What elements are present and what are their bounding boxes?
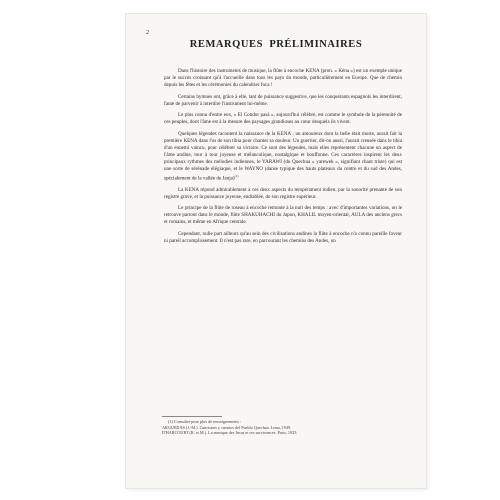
paragraph-legends (164, 131, 402, 183)
paragraph-legends-text: Quelques légendes racontent la naissance de la KENA : un amoureux dont la belle était morte, aurait fait la première KENA dans l'os de son tibia pour chanter sa douleur. Un guerrier, dit-on aussi, l'aurait creusée dans le tibia d'un ennemi vaincu, pour célébrer sa victoire. Ce sont des légendes, mais elles représentent chacune un aspect de l'âme andine, tour à tour joyeuse et mélancolique, nostalgique et bouffonne. Ces caractères inspirent les deux principaux rythmes des mélodies indiennes, le YARAWI (du Quechua « yarewek », signifiant chant triste) qui est une sorte de sérénade élégiaque, et le WAYNO (danse typique des hauts plateaux du centre et du sud des Andes, spécialement de la vallée de Jauja) (164, 130, 402, 182)
footnotes (162, 416, 402, 436)
paragraph-condor-pasa: Le plus connu d'entre eux, « El Condor pasá », aujourd'hui célèbre, est comme le symbole de la pérennité de ces peuples, dont l'âme est à la mesure des paysages grandioses au cœur desquels ils vivent. (164, 112, 402, 126)
paragraph-history: Dans l'histoire des instruments de musique, la flûte à encoche KENA (pron. « Kéna ») est un exemple unique par le succès croissant qu'à l'accueille dans tous les pays du monde, particulièrement en Europe. Que de chemin depuis les fêtes et les cérémonies du calendrier Inca ! (164, 68, 402, 89)
paragraph-hymns: Certains hymnes ont, grâce à elle, tant de puissance suggestive, que les conquérants espagnols les interdirent, faute de parvenir à interdire l'instrument lui-même. (164, 93, 402, 107)
paragraph-andean-civilisations: Cependant, nulle part ailleurs qu'au sein des civilisations andines la flûte à encoche n'a connu pareille faveur ni pareil accomplissement. Il n'est pas rare, en parcourant les chemins des Andes, un (164, 230, 402, 244)
footnote-intro: (1) Consulter pour plus de renseignements : (168, 419, 242, 424)
page-title: REMARQUES PRÉLIMINAIRES (189, 39, 363, 50)
body-text (164, 68, 402, 249)
footnote-reference: (1) (234, 173, 239, 178)
footnote-reference-dharcourt: D'HARCOURT (R. et M.). La musique des Incas et ses survivances. Paris, 1925. (162, 430, 298, 436)
footnote-divider (162, 416, 222, 417)
paragraph-temperament: La KENA répond admirablement à ces deux aspects du tempérament indien, par la sonorité prenante de son registre grave, et la puissance joyeuse, endiablée, de son registre supérieur. (164, 186, 402, 200)
document-page (126, 14, 426, 488)
page-number: 2 (146, 29, 150, 36)
paragraph-principle: Le principe de la flûte de roseau à encoche remonte à la nuit des temps : avec d'importantes variations, on le retrouve partout dans le monde, flûte SHAKUHACHI du Japon, KHALIL moyen-oriental, AULA des anciens grecs et romains, et même en Afrique centrale. (164, 205, 402, 226)
footnote-reference-arguedas: ARGUEDAS (J.-M.). Canciones y cuentos del Pueblo Quechua. Lima, 1949. (162, 424, 292, 430)
